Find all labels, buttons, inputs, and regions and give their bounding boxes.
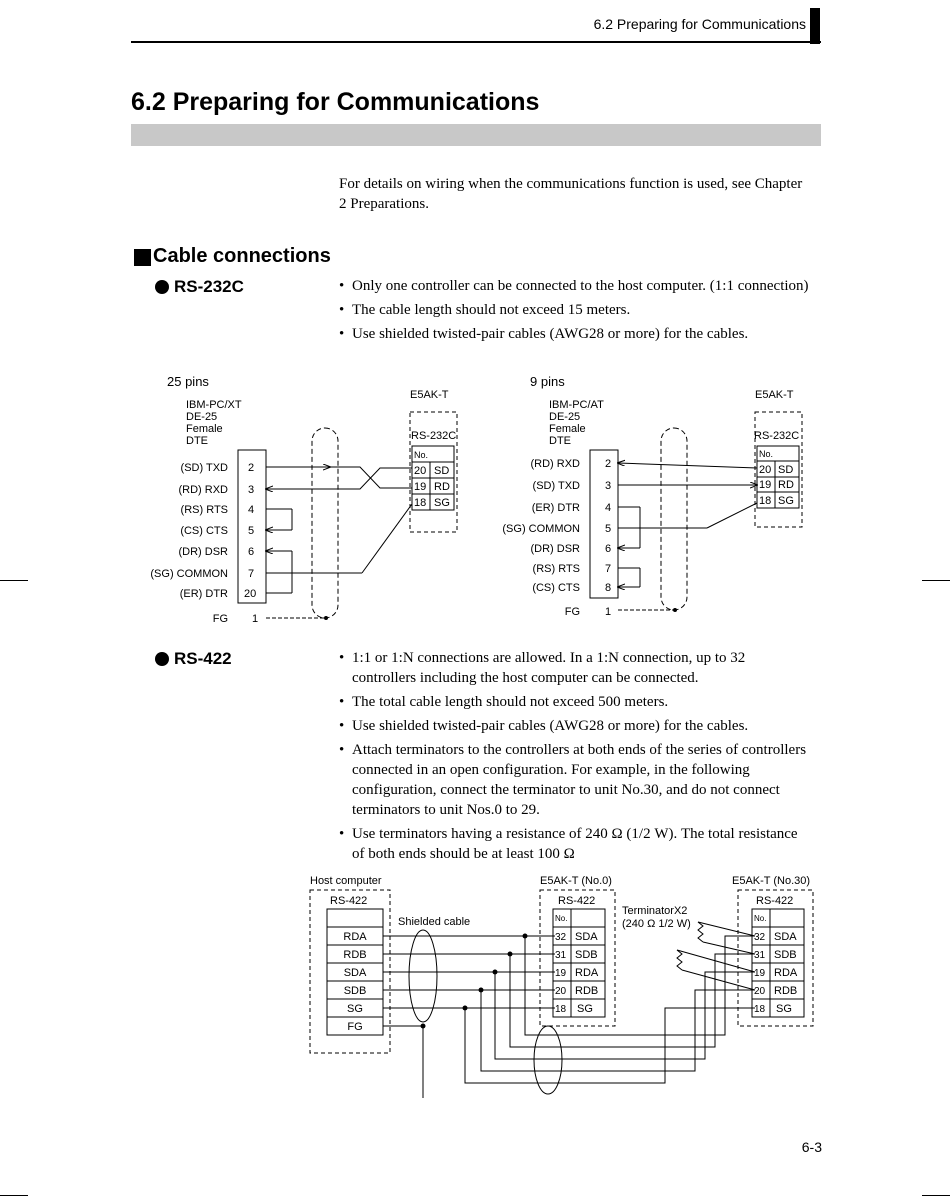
- signal-label: (DR) DSR: [530, 543, 580, 555]
- fg-pin-number: 1: [252, 613, 259, 625]
- fg-pin-number: 1: [605, 606, 612, 618]
- terminal-signal: SD: [434, 465, 450, 477]
- terminal-signal: SG: [577, 1003, 593, 1015]
- host-line: IBM-PC/XT: [186, 399, 242, 411]
- pin-number: 5: [248, 525, 255, 537]
- host-line: DE-25: [549, 411, 581, 423]
- pin-number: 8: [605, 582, 612, 594]
- circle-bullet-icon: [155, 652, 169, 666]
- signal-label: (SD) TXD: [532, 480, 580, 492]
- signal-label: (CS) CTS: [532, 582, 580, 594]
- rs232c-9pin-diagram: [495, 370, 815, 632]
- signal-label: (RS) RTS: [180, 504, 228, 516]
- signal-label: (SG) COMMON: [150, 568, 228, 580]
- host-line: DTE: [186, 435, 208, 447]
- list-item: • Use terminators having a resistance of 240 Ω (1/2 W). The total resistance of both ends should be at least 100 Ω: [339, 824, 813, 864]
- page-number: 6-3: [801, 1139, 822, 1155]
- terminal-signal: RD: [434, 481, 450, 493]
- signal-label: (SG) COMMON: [502, 523, 580, 535]
- pin-number: 5: [605, 523, 612, 535]
- list-item: • Use shielded twisted-pair cables (AWG28 or more) for the cables.: [339, 324, 809, 344]
- signal-label: (ER) DTR: [179, 588, 228, 600]
- rs422-heading: RS-422: [174, 649, 232, 668]
- circle-bullet-icon: [155, 280, 169, 294]
- list-item: • 1:1 or 1:N connections are allowed. In a 1:N connection, up to 32 controllers including the host computer can be connected.: [339, 648, 813, 688]
- signal-label: (CS) CTS: [180, 525, 228, 537]
- terminator-label-2: (240 Ω 1/2 W): [622, 918, 691, 930]
- shield-outline: [661, 428, 687, 610]
- terminal-signal: SG: [776, 1003, 792, 1015]
- list-item: • The cable length should not exceed 15 meters.: [339, 300, 809, 320]
- terminal-signal: SDB: [774, 949, 797, 961]
- crop-mark: [922, 580, 950, 581]
- rs422-wiring-diagram: [305, 870, 820, 1098]
- fg-label: FG: [564, 606, 580, 618]
- rs232c-bullet-list: [339, 276, 809, 348]
- signal-label: (DR) DSR: [178, 546, 228, 558]
- unit0-port-label: RS-422: [558, 895, 596, 907]
- pin-number: 6: [605, 543, 612, 555]
- rs232c-heading: RS-232C: [174, 277, 244, 296]
- resistor-zigzag: [677, 950, 682, 970]
- host-line: DTE: [549, 435, 571, 447]
- pin-number: 6: [248, 546, 255, 558]
- rs232c-25pin-diagram: [130, 370, 470, 632]
- terminal-number: 19: [414, 481, 427, 493]
- terminal-signal: SG: [434, 497, 450, 509]
- pin-number: 3: [248, 484, 255, 496]
- title-gray-bar: [131, 124, 821, 146]
- port-label: RS-232C: [411, 430, 457, 442]
- unit-label: E5AK-T: [410, 389, 449, 401]
- terminal-signal: RDA: [774, 967, 798, 979]
- rs422-bullet-list: [339, 648, 813, 868]
- unit-label: E5AK-T: [755, 389, 794, 401]
- host-line: IBM-PC/AT: [549, 399, 604, 411]
- terminal-number: 19: [555, 968, 567, 979]
- signal-label: (ER) DTR: [531, 502, 580, 514]
- no-label: No.: [555, 914, 568, 923]
- shielded-cable-label: Shielded cable: [398, 916, 471, 928]
- header-tab-mark: [810, 8, 820, 44]
- pin-number: 3: [605, 480, 612, 492]
- square-bullet-icon: [134, 249, 151, 266]
- host-signal: SDB: [343, 985, 367, 997]
- terminal-number: 19: [759, 479, 772, 491]
- terminal-signal: SDA: [575, 931, 598, 943]
- list-item: • Only one controller can be connected to the host computer. (1:1 connection): [339, 276, 809, 296]
- unit0-label: E5AK-T (No.0): [540, 875, 612, 887]
- terminal-number: 18: [759, 495, 772, 507]
- unit30-port-label: RS-422: [756, 895, 794, 907]
- terminal-number: 18: [414, 497, 427, 509]
- host-line: Female: [549, 423, 586, 435]
- terminal-number: 20: [414, 465, 427, 477]
- no-label: No.: [754, 914, 767, 923]
- header-rule: [131, 41, 821, 43]
- terminal-number: 18: [754, 1004, 766, 1015]
- host-label: Host computer: [310, 875, 382, 887]
- terminal-signal: RDB: [774, 985, 798, 997]
- pin-number: 4: [605, 502, 612, 514]
- terminal-signal: SD: [778, 464, 794, 476]
- list-item: • Use shielded twisted-pair cables (AWG28 or more) for the cables.: [339, 716, 813, 736]
- terminal-number: 18: [555, 1004, 567, 1015]
- pin-number: 20: [244, 588, 257, 600]
- terminal-number: 20: [759, 464, 772, 476]
- connector-box: [590, 450, 618, 598]
- list-item: • The total cable length should not exceed 500 meters.: [339, 692, 813, 712]
- pin-number: 4: [248, 504, 255, 516]
- terminal-signal: RD: [778, 479, 794, 491]
- terminal-number: 20: [555, 986, 567, 997]
- fg-label: FG: [212, 613, 228, 625]
- no-label: No.: [414, 450, 429, 460]
- cable-shield-ellipse: [534, 1026, 562, 1094]
- pins-label: 9 pins: [530, 374, 565, 389]
- signal-label: (RD) RXD: [530, 458, 580, 470]
- pin-number: 2: [605, 458, 612, 470]
- host-signal: SG: [347, 1003, 363, 1015]
- host-signal: RDB: [343, 949, 367, 961]
- host-signal: SDA: [343, 967, 367, 979]
- host-line: Female: [186, 423, 223, 435]
- pin-number: 2: [248, 462, 255, 474]
- port-label: RS-232C: [754, 430, 800, 442]
- terminal-signal: SG: [778, 495, 794, 507]
- page-title: 6.2 Preparing for Communications: [131, 88, 540, 116]
- signal-label: (RD) RXD: [178, 484, 228, 496]
- running-header-title: 6.2 Preparing for Communications: [593, 16, 806, 32]
- terminal-number: 19: [754, 968, 766, 979]
- terminal-number: 32: [754, 932, 766, 943]
- signal-label: (RS) RTS: [532, 563, 580, 575]
- shield-outline: [312, 428, 338, 618]
- terminal-signal: RDB: [575, 985, 599, 997]
- terminal-signal: SDB: [575, 949, 598, 961]
- terminal-number: 32: [555, 932, 567, 943]
- pin-number: 7: [605, 563, 612, 575]
- terminal-signal: SDA: [774, 931, 797, 943]
- terminal-number: 31: [555, 950, 567, 961]
- signal-label: (SD) TXD: [180, 462, 228, 474]
- intro-text: For details on wiring when the communications function is used, see Chapter 2 Preparations.: [339, 176, 803, 212]
- resistor-zigzag: [698, 922, 703, 942]
- host-signal: RDA: [343, 931, 367, 943]
- crop-mark: [0, 580, 28, 581]
- no-label: No.: [759, 449, 774, 459]
- host-signal: FG: [347, 1021, 363, 1033]
- list-item: • Attach terminators to the controllers at both ends of the series of controllers connected in an open configuration. For example, in the following configuration, connect the terminator to unit No.30, and do not connect terminators to unit Nos.0 to 29.: [339, 740, 813, 820]
- pins-label: 25 pins: [167, 374, 209, 389]
- terminal-number: 31: [754, 950, 766, 961]
- terminal-number: 20: [754, 986, 766, 997]
- pin-number: 7: [248, 568, 255, 580]
- unit30-label: E5AK-T (No.30): [732, 875, 811, 887]
- host-line: DE-25: [186, 411, 218, 423]
- host-port-label: RS-422: [330, 895, 368, 907]
- terminal-signal: RDA: [575, 967, 599, 979]
- terminator-label-1: TerminatorX2: [622, 905, 688, 917]
- cable-connections-heading: Cable connections: [153, 245, 331, 267]
